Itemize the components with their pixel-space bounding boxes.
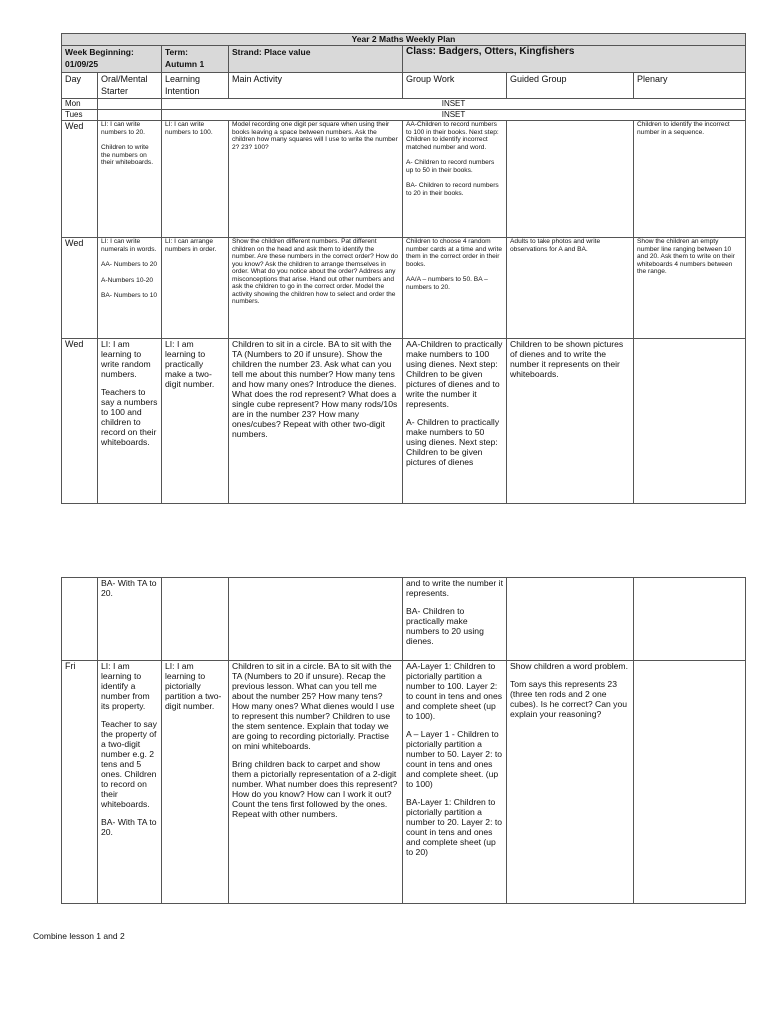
- cell-paragraph: LI: I am learning to write random numbers.: [101, 339, 151, 379]
- header-row: [62, 73, 746, 99]
- guided-group-cell: [507, 121, 634, 238]
- intention-cell: [162, 238, 229, 339]
- group-work-cell: [403, 661, 507, 904]
- main-activity-cell: [229, 339, 403, 504]
- cell-paragraph: Adults to take photos and write observations for A and BA.: [510, 238, 601, 253]
- main-activity-cell: [229, 238, 403, 339]
- lesson-row: [62, 121, 746, 238]
- day-cell: Mon: [62, 99, 98, 110]
- lesson-row: [62, 238, 746, 339]
- main-activity-cell: [229, 661, 403, 904]
- cell-paragraph: BA- Numbers to 10: [101, 292, 158, 299]
- group-work-cell: [403, 121, 507, 238]
- header-intention: Learning Intention: [162, 73, 229, 99]
- intention-cell: [162, 121, 229, 238]
- meta-row: [62, 46, 746, 73]
- cell-paragraph: BA-Layer 1: Children to pictorially partition a number to 20. Layer 2: to count in tens and ones and complete sheet (up to 20): [406, 797, 503, 857]
- cell-paragraph: AA/A – numbers to 50. BA – numbers to 20.: [406, 276, 488, 291]
- cell-paragraph: A- Children to practically make numbers to 50 using dienes. Next step: Children to be given pictures of dienes: [406, 417, 500, 467]
- term: Term: Autumn 1: [162, 46, 229, 73]
- cell-paragraph: LI: I am learning to identify a number from its property.: [101, 661, 150, 711]
- cell-paragraph: LI: I can write numerals in words.: [101, 238, 157, 253]
- group-work-cell: [403, 578, 507, 661]
- plenary-cell: [634, 121, 746, 238]
- weekly-plan-table-continued: [61, 577, 746, 904]
- group-work-cell: [403, 238, 507, 339]
- starter-cell: [98, 121, 162, 238]
- day-cell: Wed: [62, 339, 98, 504]
- header-plenary: Plenary: [634, 73, 746, 99]
- cell-paragraph: A- Children to record numbers up to 50 in their books.: [406, 159, 495, 174]
- plenary-cell: [634, 339, 746, 504]
- cell-paragraph: AA-Children to record numbers to 100 in their books. Next step: Children to identify incorrect matched number and word.: [406, 121, 499, 151]
- cell-paragraph: Children to identify the incorrect number in a sequence.: [637, 121, 730, 136]
- cell-paragraph: LI: I am learning to pictorially partition a two-digit number.: [165, 661, 222, 711]
- header-day: Day: [62, 73, 98, 99]
- cell-paragraph: AA-Children to practically make numbers to 100 using dienes. Next step: Children to be given pictures of dienes and to write the number it represents.: [406, 339, 503, 409]
- starter-cell: [98, 578, 162, 661]
- cell-paragraph: AA- Numbers to 20: [101, 261, 158, 268]
- cell-paragraph: BA- With TA to 20.: [101, 578, 157, 598]
- week-beginning: Week Beginning: 01/09/25: [62, 46, 162, 73]
- cell-paragraph: BA- Children to record numbers to 20 in their books.: [406, 182, 499, 197]
- inset-row: [62, 110, 746, 121]
- header-main: Main Activity: [229, 73, 403, 99]
- cell-paragraph: AA-Layer 1: Children to pictorially partition a number to 100. Layer 2: to count in tens and ones and complete sheet (up to 100).: [406, 661, 503, 721]
- starter-cell: [98, 661, 162, 904]
- class-names: Class: Badgers, Otters, Kingfishers: [403, 46, 746, 73]
- guided-group-cell: [507, 661, 634, 904]
- main-activity-cell: [229, 121, 403, 238]
- day-cell: Tues: [62, 110, 98, 121]
- cell-paragraph: Show the children an empty number line ranging between 10 and 20. Ask them to write on their whiteboards 4 numbers between the range.: [637, 238, 735, 275]
- cell-paragraph: and to write the number it represents.: [406, 578, 503, 598]
- cell-paragraph: Show children a word problem.: [510, 661, 628, 671]
- cell-paragraph: BA- With TA to 20.: [101, 817, 157, 837]
- intention-cell: [162, 661, 229, 904]
- plenary-cell: [634, 238, 746, 339]
- inset-label: INSET: [162, 99, 746, 110]
- starter-cell: [98, 339, 162, 504]
- cell-paragraph: BA- Children to practically make numbers to 20 using dienes.: [406, 606, 484, 646]
- lesson-row: [62, 661, 746, 904]
- starter-cell: [98, 238, 162, 339]
- intention-cell: [162, 339, 229, 504]
- footer-note: Combine lesson 1 and 2: [33, 931, 125, 941]
- day-cell: Wed: [62, 238, 98, 339]
- continuation-row: [62, 578, 746, 661]
- lesson-row: [62, 339, 746, 504]
- group-work-cell: [403, 339, 507, 504]
- weekly-plan-table: [61, 33, 746, 504]
- cell-paragraph: Show the children different numbers. Pat different children on the head and ask them to identify the number. Are these numbers in the correct order? How do you know? Ask the children to arrange themselves in order. What do you notice about the order? Address any misconceptions that arise. Hand out other numbers and ask the children to go in the correct order. Model the activity showing the children how to select and order the numbers.: [232, 238, 399, 305]
- cell-paragraph: LI: I am learning to practically make a two-digit number.: [165, 339, 215, 389]
- cell-paragraph: Children to write the numbers on their whiteboards.: [101, 144, 154, 166]
- inset-row: [62, 99, 746, 110]
- day-cell: Fri: [62, 661, 98, 904]
- cell-paragraph: A – Layer 1 - Children to pictorially partition a number to 50. Layer 2: to count in tens and ones and complete sheet. (up to 100): [406, 729, 503, 789]
- day-cell: Wed: [62, 121, 98, 238]
- cell-paragraph: Children to be shown pictures of dienes and to write the number it represents on their whiteboards.: [510, 339, 624, 379]
- cell-paragraph: Bring children back to carpet and show them a pictorially representation of a 2-digit number. What number does this represent? How do you know? How can I work it out? Count the tens first followed by the ones. Repeat with other numbers.: [232, 759, 398, 819]
- guided-group-cell: [507, 238, 634, 339]
- cell-paragraph: LI: I can arrange numbers in order.: [165, 238, 217, 253]
- cell-paragraph: Tom says this represents 23 (three ten rods and 2 one cubes). Is he correct? Can you explain your reasoning?: [510, 679, 628, 719]
- plenary-cell: [634, 661, 746, 904]
- header-guided: Guided Group: [507, 73, 634, 99]
- cell-paragraph: Children to choose 4 random number cards at a time and write them in the correct order in their books.: [406, 238, 503, 268]
- plan-title: Year 2 Maths Weekly Plan: [62, 34, 746, 46]
- cell-paragraph: Children to sit in a circle. BA to sit with the TA (Numbers to 20 if unsure). Show the children the number 23. Ask what can you tell me about this number? How many tens and how many ones? Introduce the dienes. What does the rod represent? What does a single cube represent? How many rods/10s are in the number 23? How many ones/cubes? Repeat with other two-digit numbers.: [232, 339, 398, 439]
- title-row: [62, 34, 746, 46]
- cell-paragraph: Teacher to say the property of a two-digit number e.g. 2 tens and 5 ones. Children to record on their whiteboards.: [101, 719, 157, 809]
- cell-paragraph: A-Numbers 10-20: [101, 276, 154, 284]
- cell-paragraph: LI: I can write numbers to 20.: [101, 121, 145, 136]
- strand: Strand: Place value: [229, 46, 403, 73]
- header-group: Group Work: [403, 73, 507, 99]
- cell-paragraph: Children to sit in a circle. BA to sit with the TA (Numbers to 20 if unsure). Recap the previous lesson. What can you tell me about the number 25? How many tens? How many ones? What dienes would I use to represent this number? Children to use the stem sentence. Explain that today we are going to recording pictorially. Practise on mini whiteboards.: [232, 661, 395, 751]
- cell-paragraph: Teachers to say a numbers to 100 and children to record on their whiteboards.: [101, 387, 158, 447]
- header-starter: Oral/Mental Starter: [98, 73, 162, 99]
- cell-paragraph: Model recording one digit per square when using their books leaving a space between numbers. Ask the children how many squares will I use to write the number 2? 23? 100?: [232, 121, 398, 151]
- cell-paragraph: LI: I can write numbers to 100.: [165, 121, 213, 136]
- inset-label: INSET: [162, 110, 746, 121]
- guided-group-cell: [507, 339, 634, 504]
